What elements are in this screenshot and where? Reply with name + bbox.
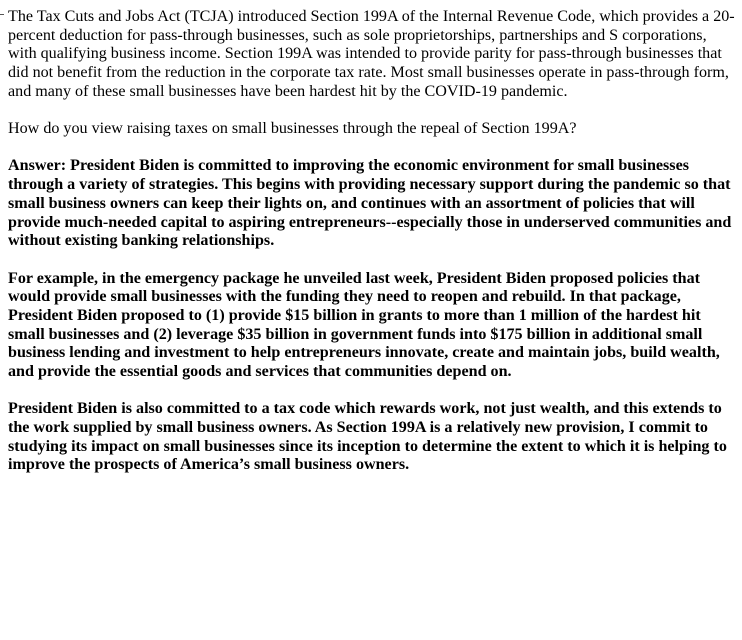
question-paragraph: How do you view raising taxes on small businesses through the repeal of Section 199A? <box>8 120 577 138</box>
answer-paragraph-3: President Biden is also committed to a tax code which rewards work, not just wealth, and this extends to the work supplied by small business owners. As Section 199A is a relatively new provision, I commit to studying its impact on small businesses since its inception to determine the extent to which it is helping to improve the prospects of America’s small business owners. <box>8 400 727 474</box>
answer-paragraph-1: Answer: President Biden is committed to improving the economic environment for small businesses through a variety of strategies. This begins with providing necessary support during the pandemic so that small business owners can keep their lights on, and continues with an assortment of policies that will provide much-needed capital to aspiring entrepreneurs--especially those in underserved communities and without existing banking relationships. <box>8 157 732 250</box>
answer-paragraph-2: For example, in the emergency package he unveiled last week, President Biden proposed policies that would provide small businesses with the funding they need to reopen and rebuild. In that package, President Biden proposed to (1) provide $15 billion in grants to more than 1 million of the hardest hit small businesses and (2) leverage $35 billion in government funds into $175 billion in additional small business lending and investment to help entrepreneurs innovate, create and maintain jobs, build wealth, and provide the essential goods and services that communities depend on. <box>8 269 720 381</box>
margin-mark <box>0 14 4 15</box>
intro-paragraph: The Tax Cuts and Jobs Act (TCJA) introduced Section 199A of the Internal Revenue Code, which provides a 20-percent deduction for pass-through businesses, such as sole proprietorships, partnerships and S corporations, with qualifying business income. Section 199A was intended to provide parity for pass-through businesses that did not benefit from the reduction in the corporate tax rate. Most small businesses operate in pass-through form, and many of these small businesses have been hardest hit by the COVID-19 pandemic. <box>8 8 735 100</box>
document-body <box>8 8 736 475</box>
